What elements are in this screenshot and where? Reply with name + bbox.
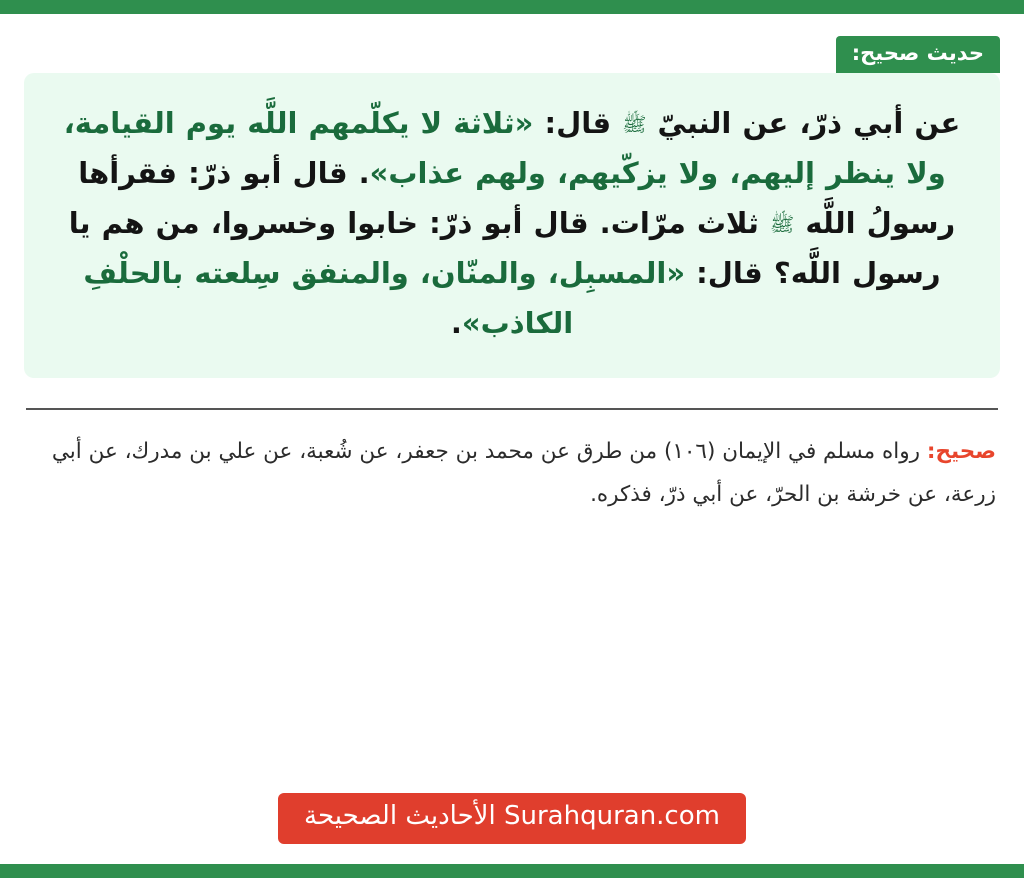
hadith-part-2: قال: (533, 106, 612, 140)
hadith-part-4: ثلاث مرّات. قال أبو ذرّ: خابوا وخسروا، من هم يا رسول اللَّه؟ قال: (68, 205, 941, 290)
divider (26, 408, 998, 410)
hadith-part-1: عن أبي ذرّ، عن النبيّ (657, 106, 961, 140)
hadith-body-box (24, 73, 1000, 378)
takhrij-text: رواه مسلم في الإيمان (١٠٦) من طرق عن محمد بن جعفر، عن شُعبة، عن علي بن مدرك، عن أبي زرعة، عن خرشة بن الحرّ، عن أبي ذرّ، فذكره. (51, 439, 996, 508)
salla-allahu-alayhi-wasallam-icon: ﷺ (622, 112, 647, 136)
footer-row (0, 793, 1024, 844)
site-badge[interactable] (278, 793, 746, 844)
takhrij-grade: صحيح: (926, 439, 996, 465)
card-content (0, 14, 1024, 864)
hadith-part-3: . قال أبو ذرّ: فقرأها رسولُ اللَّه (78, 155, 956, 240)
hadith-text (50, 99, 974, 348)
hadith-part-5: . (450, 305, 462, 340)
takhrij-paragraph (24, 430, 1000, 516)
bottom-accent-bar (0, 864, 1024, 878)
hadith-quote-2: «المسبِل، والمنّان، والمنفق سِلعته بالحلْفِ الكاذب» (83, 255, 686, 340)
status-badge: حديث صحيح: (836, 36, 1000, 73)
site-url: Surahquran.com (504, 801, 720, 832)
collection-title: الأحاديث الصحيحة (304, 801, 496, 832)
hadith-quote-1: «ثلاثة لا يكلّمهم اللَّه يوم القيامة، ولا ينظر إليهم، ولا يزكّيهم، ولهم عذاب» (63, 106, 946, 190)
grade-label-row (24, 36, 1000, 73)
top-accent-bar (0, 0, 1024, 14)
salla-allahu-alayhi-wasallam-icon-2: ﷺ (770, 211, 795, 236)
